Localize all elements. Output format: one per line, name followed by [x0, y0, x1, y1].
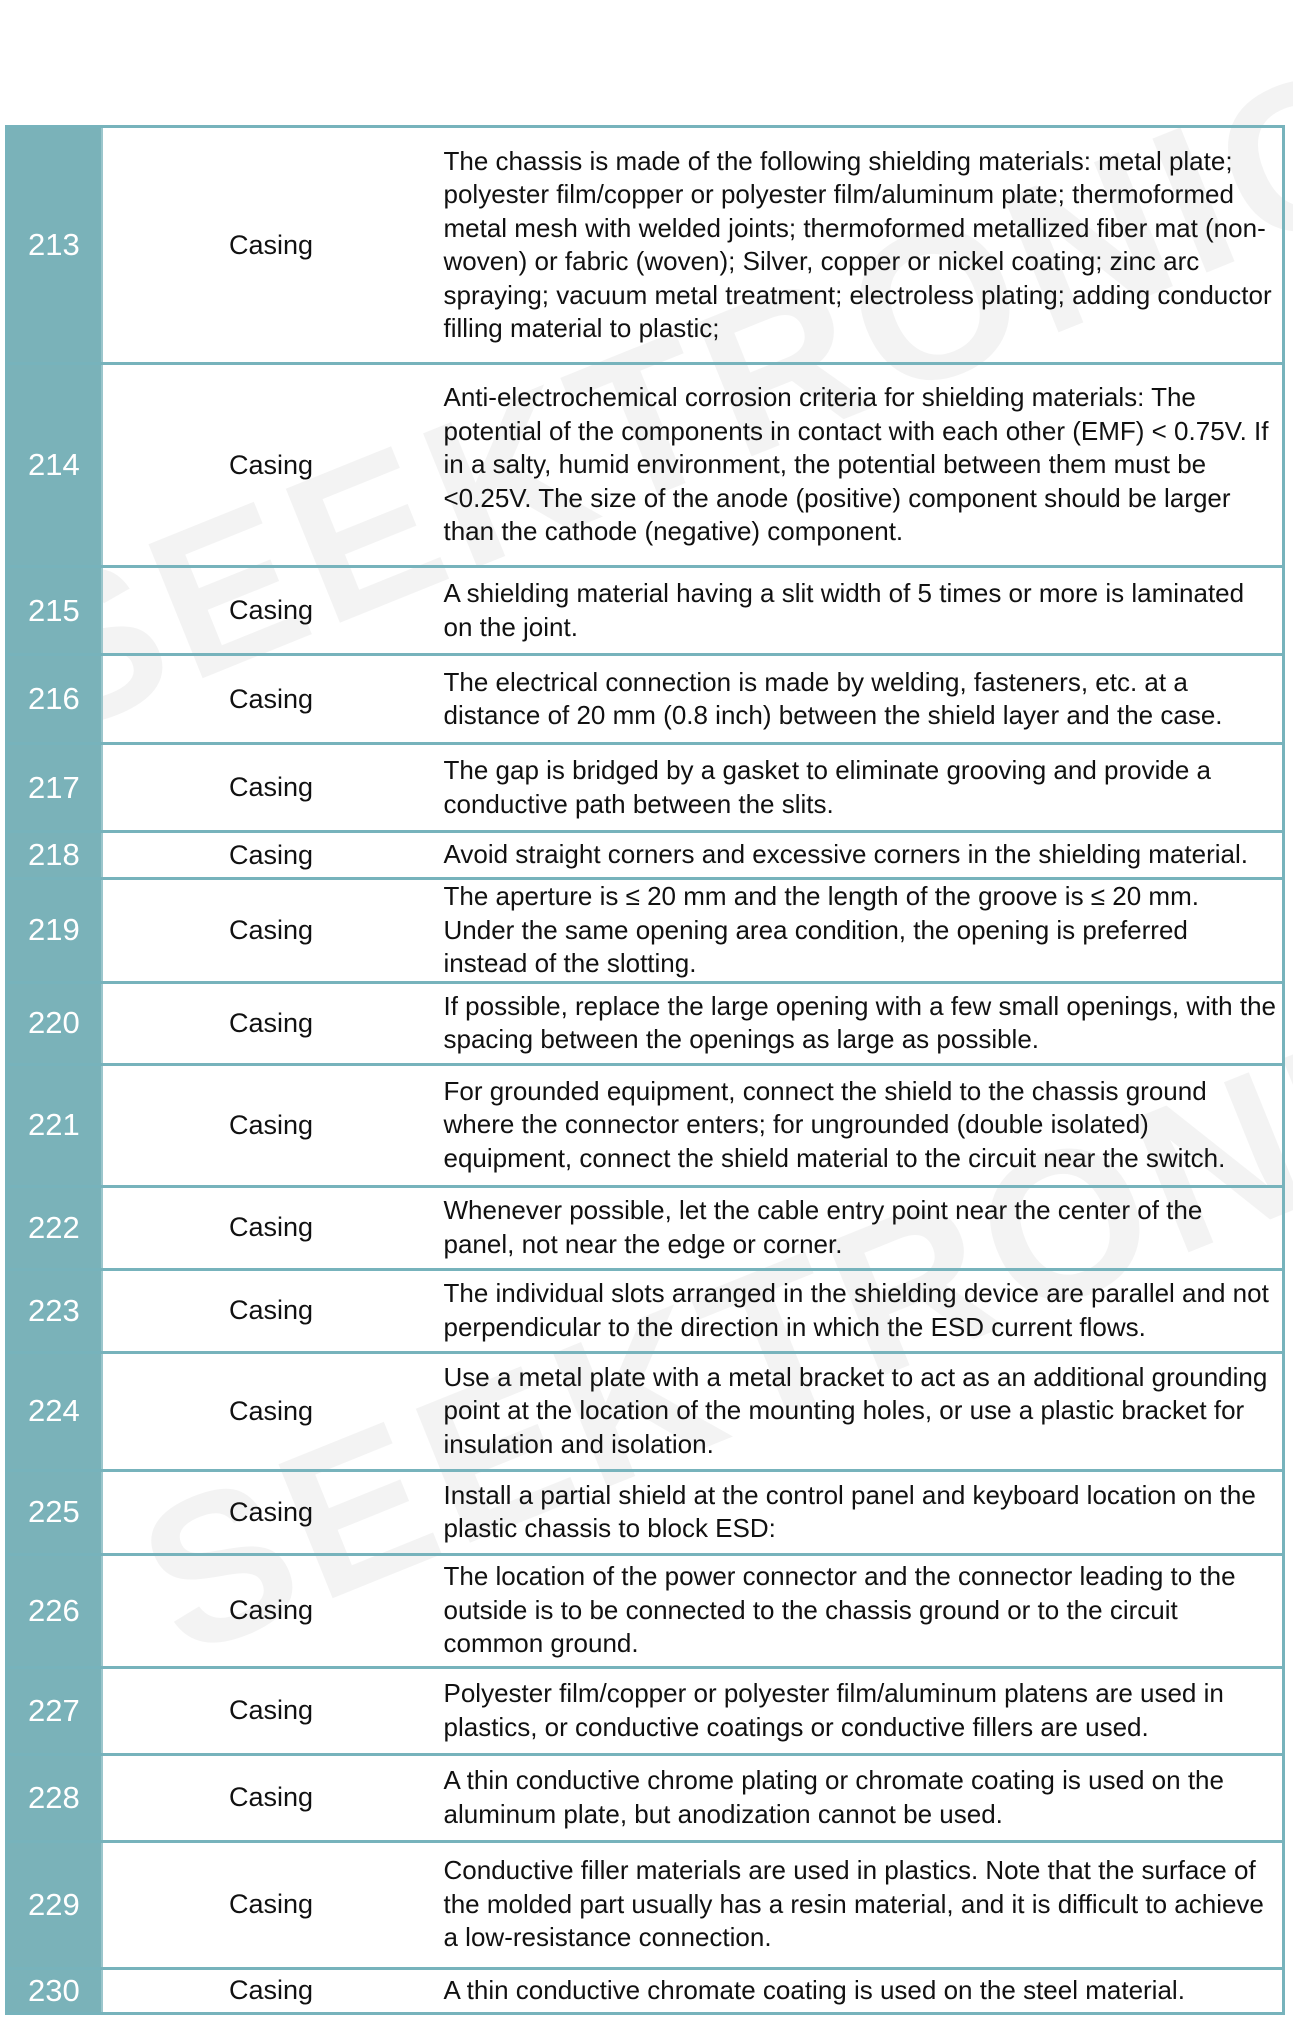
- row-category: Casing: [102, 1470, 440, 1554]
- table-row: [7, 1269, 1284, 1352]
- row-description: The location of the power connector and the connector leading to the outside is to be connected to the chassis ground or to the circuit common ground.: [440, 1554, 1284, 1667]
- row-description: Polyester film/copper or polyester film/aluminum platens are used in plastics, or conductive coatings or conductive fillers are used.: [440, 1667, 1284, 1754]
- row-description: Whenever possible, let the cable entry point near the center of the panel, not near the edge or corner.: [440, 1186, 1284, 1269]
- row-number: 217: [7, 744, 102, 832]
- row-description: The aperture is ≤ 20 mm and the length of the groove is ≤ 20 mm. Under the same opening area condition, the opening is preferred instead of the slotting.: [440, 879, 1284, 983]
- table-row: [7, 1968, 1284, 2013]
- row-description: The electrical connection is made by welding, fasteners, etc. at a distance of 20 mm (0.8 inch) between the shield layer and the case.: [440, 655, 1284, 744]
- table-row: [7, 832, 1284, 879]
- table-row: [7, 364, 1284, 567]
- row-category: Casing: [102, 567, 440, 655]
- row-category: Casing: [102, 364, 440, 567]
- table-row: [7, 1554, 1284, 1667]
- row-number: 228: [7, 1754, 102, 1841]
- row-number: 229: [7, 1841, 102, 1968]
- table-row: [7, 567, 1284, 655]
- table-row: [7, 655, 1284, 744]
- row-description: A thin conductive chrome plating or chromate coating is used on the aluminum plate, but anodization cannot be used.: [440, 1754, 1284, 1841]
- row-number: 226: [7, 1554, 102, 1667]
- table-row: [7, 1186, 1284, 1269]
- row-description: A shielding material having a slit width of 5 times or more is laminated on the joint.: [440, 567, 1284, 655]
- row-number: 227: [7, 1667, 102, 1754]
- table-row: [7, 879, 1284, 983]
- row-description: The chassis is made of the following shielding materials: metal plate; polyester film/copper or polyester film/aluminum plate; thermoformed metal mesh with welded joints; thermoformed metallized fiber mat (non-woven) or fabric (woven); Silver, copper or nickel coating; zinc arc spraying; vacuum metal treatment; electroless plating; adding conductor filling material to plastic;: [440, 127, 1284, 364]
- casing-guidelines-table: [5, 125, 1285, 2015]
- table-row: [7, 1352, 1284, 1470]
- table-row: [7, 1470, 1284, 1554]
- table-row: [7, 744, 1284, 832]
- row-category: Casing: [102, 1186, 440, 1269]
- row-number: 223: [7, 1269, 102, 1352]
- row-description: Anti-electrochemical corrosion criteria for shielding materials: The potential of the components in contact with each other (EMF) < 0.75V. If in a salty, humid environment, the potential between them must be <0.25V. The size of the anode (positive) component should be larger than the cathode (negative) component.: [440, 364, 1284, 567]
- row-number: 221: [7, 1064, 102, 1186]
- row-description: Conductive filler materials are used in plastics. Note that the surface of the molded part usually has a resin material, and it is difficult to achieve a low-resistance connection.: [440, 1841, 1284, 1968]
- row-category: Casing: [102, 127, 440, 364]
- row-category: Casing: [102, 1968, 440, 2013]
- row-category: Casing: [102, 1841, 440, 1968]
- row-category: Casing: [102, 1667, 440, 1754]
- row-number: 220: [7, 982, 102, 1064]
- row-number: 216: [7, 655, 102, 744]
- table-row: [7, 1841, 1284, 1968]
- row-number: 214: [7, 364, 102, 567]
- row-number: 225: [7, 1470, 102, 1554]
- row-category: Casing: [102, 1754, 440, 1841]
- row-category: Casing: [102, 655, 440, 744]
- row-description: A thin conductive chromate coating is used on the steel material.: [440, 1968, 1284, 2013]
- row-category: Casing: [102, 982, 440, 1064]
- row-category: Casing: [102, 1064, 440, 1186]
- row-description: If possible, replace the large opening with a few small openings, with the spacing between the openings as large as possible.: [440, 982, 1284, 1064]
- table-row: [7, 127, 1284, 364]
- row-number: 224: [7, 1352, 102, 1470]
- row-description: Use a metal plate with a metal bracket to act as an additional grounding point at the location of the mounting holes, or use a plastic bracket for insulation and isolation.: [440, 1352, 1284, 1470]
- row-number: 213: [7, 127, 102, 364]
- table-row: [7, 982, 1284, 1064]
- row-description: The individual slots arranged in the shielding device are parallel and not perpendicular to the direction in which the ESD current flows.: [440, 1269, 1284, 1352]
- row-category: Casing: [102, 1352, 440, 1470]
- row-number: 215: [7, 567, 102, 655]
- row-description: Install a partial shield at the control panel and keyboard location on the plastic chassis to block ESD:: [440, 1470, 1284, 1554]
- table-row: [7, 1667, 1284, 1754]
- row-category: Casing: [102, 744, 440, 832]
- row-description: For grounded equipment, connect the shield to the chassis ground where the connector enters; for ungrounded (double isolated) equipment, connect the shield material to the circuit near the switch.: [440, 1064, 1284, 1186]
- row-number: 219: [7, 879, 102, 983]
- table-row: [7, 1064, 1284, 1186]
- row-category: Casing: [102, 832, 440, 879]
- row-category: Casing: [102, 1269, 440, 1352]
- row-category: Casing: [102, 1554, 440, 1667]
- row-number: 230: [7, 1968, 102, 2013]
- row-description: The gap is bridged by a gasket to eliminate grooving and provide a conductive path between the slits.: [440, 744, 1284, 832]
- row-category: Casing: [102, 879, 440, 983]
- row-description: Avoid straight corners and excessive corners in the shielding material.: [440, 832, 1284, 879]
- row-number: 218: [7, 832, 102, 879]
- table-row: [7, 1754, 1284, 1841]
- row-number: 222: [7, 1186, 102, 1269]
